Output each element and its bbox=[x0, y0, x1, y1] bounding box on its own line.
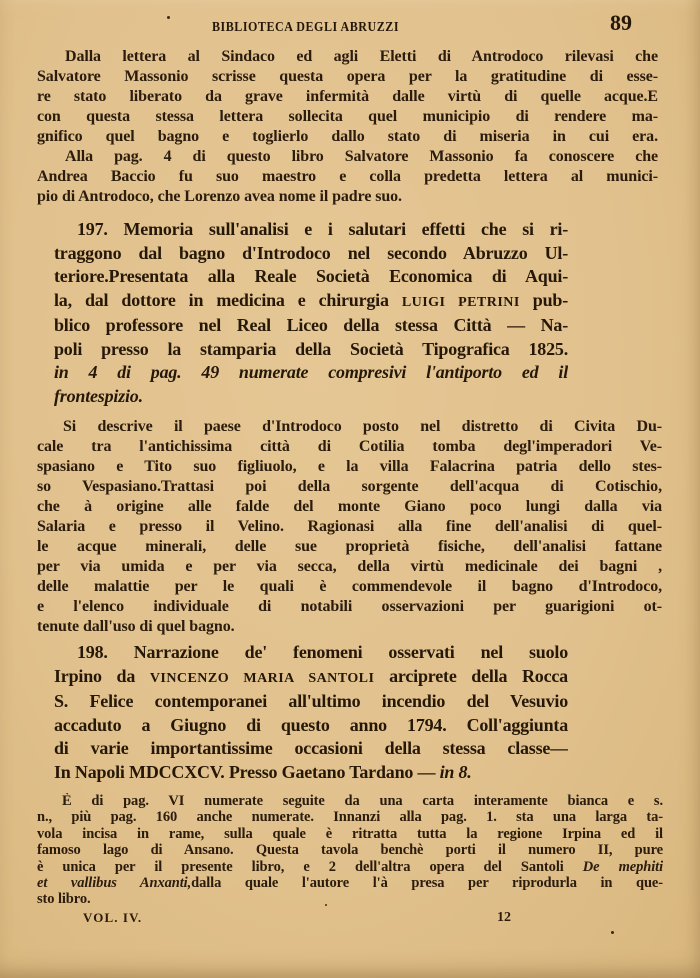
text-line: Salaria e presso il Velino. Ragionasi alla fine dell'analisi di quel- bbox=[37, 518, 662, 535]
text-line: blico professore nel Real Liceo della stessa Città — Na- bbox=[54, 315, 568, 335]
page-number: 89 bbox=[610, 10, 632, 35]
text-line: delle malattie per le quali è commendevole il bagno d'Introdoco, bbox=[37, 578, 662, 595]
entry-annotation-198 bbox=[37, 793, 663, 908]
text-line: cale tra l'antichissima città di Cotilia tomba degl'imperadori Ve- bbox=[37, 438, 662, 455]
text-line: la, dal dottore in medicina e chirurgia LUIGI PETRINI pub- bbox=[54, 289, 568, 310]
format-italic: in 8. bbox=[439, 761, 472, 782]
text-line: che à origine alle falde del monte Giano poco lungi dalla via bbox=[37, 498, 662, 515]
text-line: so Vespasiano.Trattasi poi della sorgente dell'acqua di Cotischio, bbox=[37, 478, 662, 495]
text-line: Alla pag. 4 di questo libro Salvatore Massonio fa conoscere che bbox=[65, 148, 658, 165]
text-line: pio di Antrodoco, che Lorenzo avea nome il padre suo. bbox=[37, 188, 402, 205]
text-line: spasiano e Tito suo figliuolo, e la villa Falacrina patria dello stes- bbox=[37, 458, 662, 475]
intro-annotation-block bbox=[37, 47, 658, 207]
footer-signature-number: 12 bbox=[497, 910, 511, 925]
text-line: Dalla lettera al Sindaco ed agli Eletti di Antrodoco rilevasi che bbox=[65, 48, 658, 65]
text-line: 197. Memoria sull'analisi e i salutari effetti che si ri- bbox=[77, 219, 568, 239]
text-line: et vallibus Anxanti,dalla quale l'autore l'à presa per riprodurla in que- bbox=[37, 875, 663, 892]
text-line: n., più pag. 160 anche numerate. Innanzi alla pag. 1. sta una larga ta- bbox=[37, 809, 663, 826]
text-line: di varie importantissime occasioni della stessa classe— bbox=[54, 738, 568, 758]
ink-speck bbox=[325, 904, 327, 906]
text-line-italic: frontespizio. bbox=[54, 385, 143, 406]
text-line: poli presso la stamparia della Società Tipografica 1825. bbox=[54, 338, 568, 359]
text-line: Irpino da VINCENZO MARIA SANTOLI arciprete della Rocca bbox=[54, 665, 568, 686]
author-smallcaps: LUIGI PETRINI bbox=[401, 293, 520, 310]
text-line: 198. Narrazione de' fenomeni osservati nel suolo bbox=[77, 642, 568, 662]
text-line: S. Felice contemporanei all'ultimo incendio del Vesuvio bbox=[54, 691, 568, 711]
ink-speck bbox=[167, 16, 170, 19]
text-line: In Napoli MDCCXCV. Presso Gaetano Tardano — in 8. bbox=[54, 761, 472, 782]
text-line: Salvatore Massonio scrisse questa opera per la gratitudine di esse- bbox=[37, 68, 658, 85]
text-line: accaduto a Giugno di questo anno 1794. Coll'aggiunta bbox=[54, 714, 568, 735]
text-line: vola incisa in rame, sulla quale è ritratta tutta la regione Irpina ed il bbox=[37, 825, 663, 842]
text-line: e l'elenco individuale di notabili osservazioni per guarigioni ot- bbox=[37, 598, 662, 615]
text-line: teriore.Presentata alla Reale Società Economica di Aqui- bbox=[54, 266, 568, 286]
text-line: le acque minerali, delle sue proprietà fisiche, dell'analisi fattane bbox=[37, 538, 662, 555]
author-smallcaps: VINCENZO MARIA SANTOLI bbox=[149, 669, 375, 686]
text-line: tenute dall'uso di quel bagno. bbox=[37, 618, 235, 635]
text-line: Si descrive il paese d'Introdoco posto nel distretto di Civita Du- bbox=[63, 418, 662, 435]
text-line: famoso lago di Ansano. Questa tavola benchè porti il numero II, pure bbox=[37, 842, 663, 859]
cited-title-italic: et vallibus Anxanti, bbox=[37, 875, 192, 892]
cited-title-italic: De mephiti bbox=[582, 858, 663, 875]
text-line: con questa stessa lettera sollecita quel municipio di rendere ma- bbox=[37, 108, 658, 125]
running-header-title: BIBLIOTECA DEGLI ABRUZZI bbox=[212, 20, 400, 35]
text-line: re stato liberato da grave infermità dalle virtù di quelle acque.E bbox=[37, 88, 658, 105]
text-line: traggono dal bagno d'Introdoco nel secondo Abruzzo Ul- bbox=[54, 242, 568, 263]
text-line: è unica per il presente libro, e 2 dell'altra opera del Santoli De mephiti bbox=[37, 858, 663, 875]
text-line: gnifico quel bagno e toglierlo dallo stato di miseria in cui era. bbox=[37, 128, 658, 145]
footer-volume-label: VOL. IV. bbox=[83, 910, 143, 925]
entry-annotation-197 bbox=[37, 417, 662, 637]
ink-speck bbox=[611, 931, 614, 934]
text-line: per via umida e per via secca, della virtù medicinale dei bagni , bbox=[37, 558, 662, 575]
text-line: È di pag. VI numerate seguite da una carta interamente bianca e s. bbox=[62, 793, 663, 809]
text-line: sto libro. bbox=[37, 891, 91, 908]
text-line: Andrea Baccio fu suo maestro e colla predetta lettera al munici- bbox=[37, 168, 658, 185]
entry-198 bbox=[54, 641, 568, 784]
text-line-italic: in 4 di pag. 49 numerate compresivi l'antiporto ed il bbox=[54, 362, 568, 382]
entry-197 bbox=[54, 218, 568, 408]
